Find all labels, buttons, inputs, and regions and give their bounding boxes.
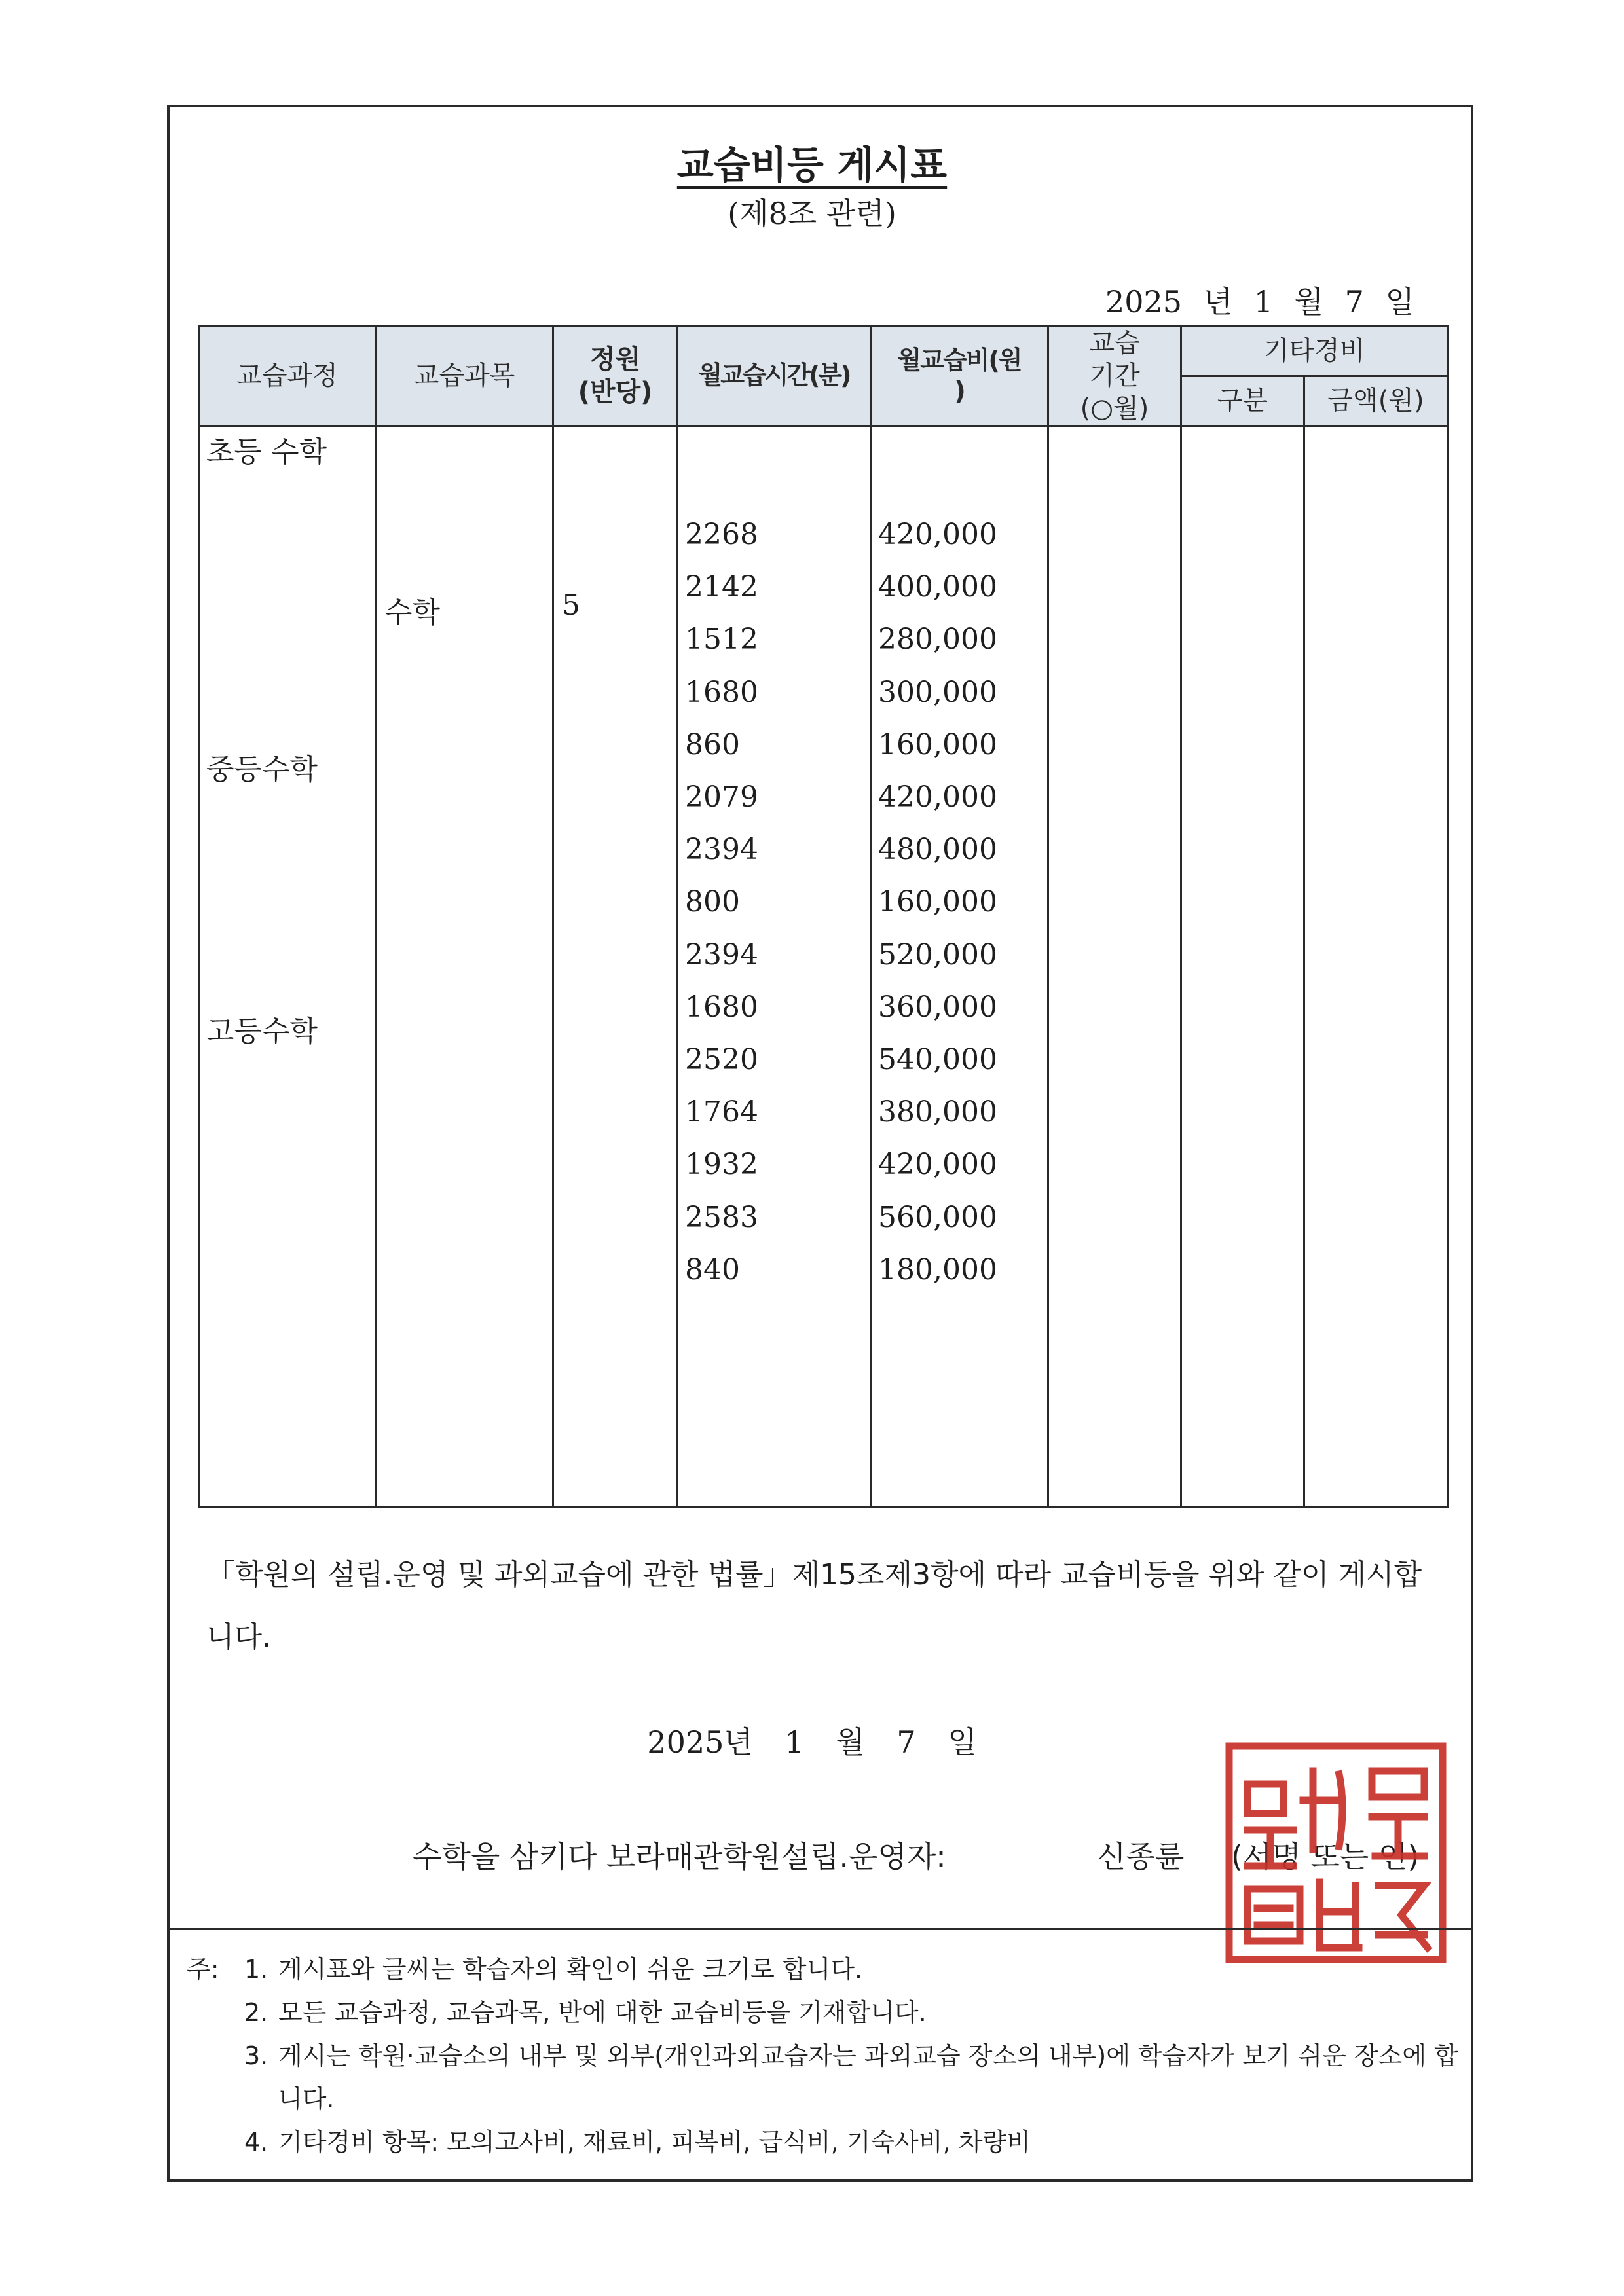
document-subtitle: (제8조 관련) <box>728 196 896 231</box>
note-number: 2. <box>244 1998 268 2027</box>
fee-value: 360,000 <box>878 990 997 1024</box>
minutes-value: 2079 <box>685 780 758 814</box>
notice-text: 「학원의 설립.운영 및 과외교습에 관한 법률」제15조제3항에 따라 교습비등을 위와 같이 게시합니다. <box>206 1558 1422 1654</box>
note-item <box>244 1948 1462 1991</box>
note-number: 4. <box>244 2128 268 2157</box>
header-other-expenses: 기타경비 <box>1181 326 1448 376</box>
note-number: 1. <box>244 1955 268 1984</box>
notes-separator <box>167 1928 1473 1930</box>
fee-value: 280,000 <box>878 623 997 657</box>
fee-value: 420,000 <box>878 780 997 814</box>
minutes-value: 2520 <box>685 1043 758 1077</box>
signature-name: 신종륜 <box>1097 1839 1185 1874</box>
minutes-value: 1680 <box>685 990 758 1024</box>
fee-value: 540,000 <box>878 1043 997 1077</box>
header-amount: 금액(원) <box>1304 376 1448 426</box>
signature-label: 수학을 삼키다 보라매관학원설립.운영자: <box>413 1839 946 1874</box>
minutes-value: 2394 <box>685 938 758 972</box>
header-category: 구분 <box>1181 376 1304 426</box>
fee-value: 300,000 <box>878 675 997 709</box>
fee-value: 520,000 <box>878 938 997 972</box>
note-item <box>244 1991 1462 2034</box>
fee-list <box>878 509 997 1296</box>
minutes-value: 2394 <box>685 833 758 867</box>
capacity-value: 5 <box>562 589 580 622</box>
fee-cell <box>871 426 1048 1508</box>
fee-value: 380,000 <box>878 1095 997 1129</box>
header-period: 교습 기간 (○월) <box>1048 326 1181 426</box>
minutes-value: 2583 <box>685 1200 758 1234</box>
minutes-value: 800 <box>685 885 740 919</box>
date-bottom: 2025년 1 월 7 일 <box>647 1724 977 1760</box>
fee-table-wrapper <box>198 325 1447 1508</box>
minutes-value: 1764 <box>685 1095 758 1129</box>
signature-line <box>413 1833 1420 1876</box>
minutes-value: 860 <box>685 727 740 761</box>
note-item <box>244 2034 1462 2121</box>
header-subject: 교습과목 <box>376 326 553 426</box>
minutes-cell <box>678 426 871 1508</box>
note-text: 모든 교습과정, 교습과목, 반에 대한 교습비등을 기재합니다. <box>278 1998 927 2027</box>
subject-value: 수학 <box>384 596 441 629</box>
fee-value: 160,000 <box>878 727 997 761</box>
header-capacity: 정원 (반당) <box>553 326 678 426</box>
minutes-list <box>685 509 758 1296</box>
note-number: 3. <box>244 2041 268 2070</box>
fee-value: 180,000 <box>878 1252 997 1286</box>
period-cell <box>1048 426 1181 1508</box>
notes-list <box>244 1948 1462 2164</box>
category-cell <box>1181 426 1304 1508</box>
header-course: 교습과정 <box>199 326 376 426</box>
minutes-value: 2142 <box>685 570 758 604</box>
minutes-value: 1932 <box>685 1148 758 1182</box>
note-text: 기타경비 항목: 모의고사비, 재료비, 피복비, 급식비, 기숙사비, 차량비 <box>278 2128 1031 2157</box>
fee-value: 480,000 <box>878 833 997 867</box>
fee-value: 560,000 <box>878 1200 997 1234</box>
minutes-value: 840 <box>685 1252 740 1286</box>
fee-value: 400,000 <box>878 570 997 604</box>
fee-value: 160,000 <box>878 885 997 919</box>
minutes-value: 2268 <box>685 518 758 551</box>
header-monthly-fee: 월교습비(원 ) <box>871 326 1048 426</box>
notes-header: 주: <box>187 1955 219 1984</box>
course-middle: 중등수학 <box>206 753 318 786</box>
amount-cell <box>1304 426 1448 1508</box>
course-cell <box>199 426 376 1508</box>
note-text: 게시표와 글씨는 학습자의 확인이 쉬운 크기로 합니다. <box>278 1955 863 1984</box>
course-high: 고등수학 <box>206 1015 318 1048</box>
header-monthly-minutes: 월교습시간(분) <box>678 326 871 426</box>
minutes-value: 1680 <box>685 675 758 709</box>
fee-table <box>198 325 1449 1508</box>
note-item <box>244 2121 1462 2164</box>
minutes-value: 1512 <box>685 623 758 657</box>
date-top: 2025 년 1 월 7 일 <box>1105 284 1414 319</box>
fee-value: 420,000 <box>878 1148 997 1182</box>
official-seal-stamp <box>1221 1738 1450 1967</box>
note-text: 게시는 학원·교습소의 내부 및 외부(개인과외교습자는 과외교습 장소의 내부)에 학습자가 보기 쉬운 장소에 합니다. <box>278 2041 1458 2113</box>
signature-placeholder: (서명 또는 인) <box>1231 1839 1420 1874</box>
document-title: 교습비등 게시표 <box>676 143 948 187</box>
course-elementary: 초등 수학 <box>206 435 327 469</box>
capacity-cell <box>553 426 678 1508</box>
subject-cell <box>376 426 553 1508</box>
fee-value: 420,000 <box>878 518 997 551</box>
